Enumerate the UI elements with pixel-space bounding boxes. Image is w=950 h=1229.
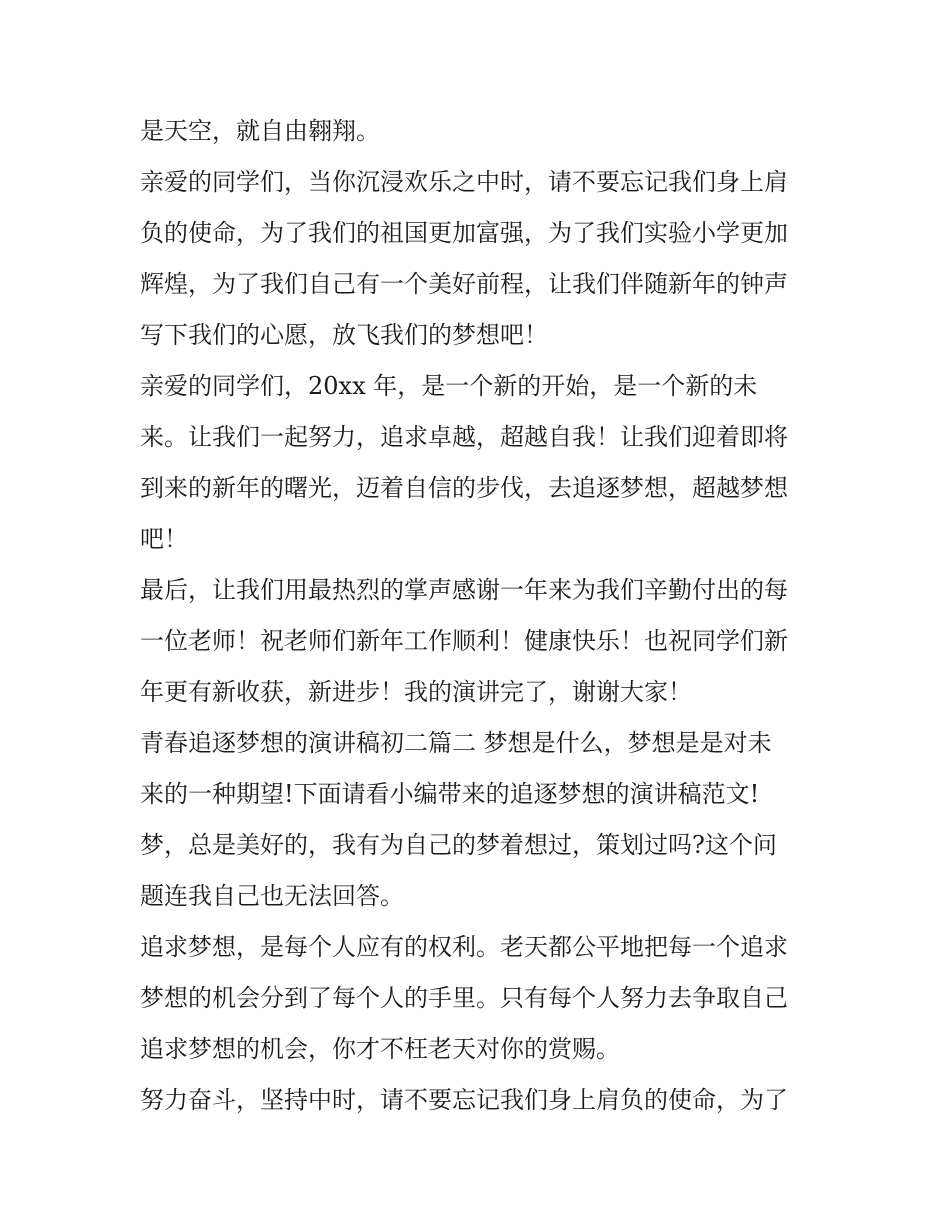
text-line: 辉煌，为了我们自己有一个美好前程，让我们伴随新年的钟声 [140, 270, 788, 298]
text-line: 到来的新年的曙光，迈着自信的步伐，去追逐梦想，超越梦想 [140, 474, 788, 502]
text-line: 一位老师！祝老师们新年工作顺利！健康快乐！也祝同学们新 [140, 627, 788, 655]
text-line: 年更有新收获，新进步！我的演讲完了，谢谢大家！ [140, 678, 692, 706]
text-line: 负的使命，为了我们的祖国更加富强，为了我们实验小学更加 [140, 219, 788, 247]
text-line: 题连我自己也无法回答。 [140, 882, 404, 910]
text-line: 是天空，就自由翱翔。 [140, 117, 380, 145]
text-line: 亲爱的同学们，20xx 年，是一个新的开始，是一个新的未 [140, 372, 758, 400]
text-line: 追求梦想，是每个人应有的权利。老天都公平地把每一个追求 [140, 933, 788, 961]
text-line: 梦想的机会分到了每个人的手里。只有每个人努力去争取自己 [140, 984, 788, 1012]
text-line: 梦，总是美好的，我有为自己的梦着想过，策划过吗?这个问 [140, 831, 777, 859]
document-body [140, 106, 820, 1126]
text-line: 写下我们的心愿，放飞我们的梦想吧！ [140, 321, 548, 349]
text-line: 来。让我们一起努力，追求卓越，超越自我！让我们迎着即将 [140, 423, 788, 451]
text-line: 亲爱的同学们，当你沉浸欢乐之中时，请不要忘记我们身上肩 [140, 168, 788, 196]
text-line: 青春追逐梦想的演讲稿初二篇二 梦想是什么，梦想是是对未 [140, 729, 772, 757]
text-line: 努力奋斗，坚持中时，请不要忘记我们身上肩负的使命，为了 [140, 1086, 788, 1114]
text-line: 追求梦想的机会，你才不枉老天对你的赏赐。 [140, 1035, 620, 1063]
text-line: 吧！ [140, 525, 188, 553]
text-line: 最后，让我们用最热烈的掌声感谢一年来为我们辛勤付出的每 [140, 576, 788, 604]
text-line: 来的一种期望!下面请看小编带来的追逐梦想的演讲稿范文! [140, 780, 760, 808]
